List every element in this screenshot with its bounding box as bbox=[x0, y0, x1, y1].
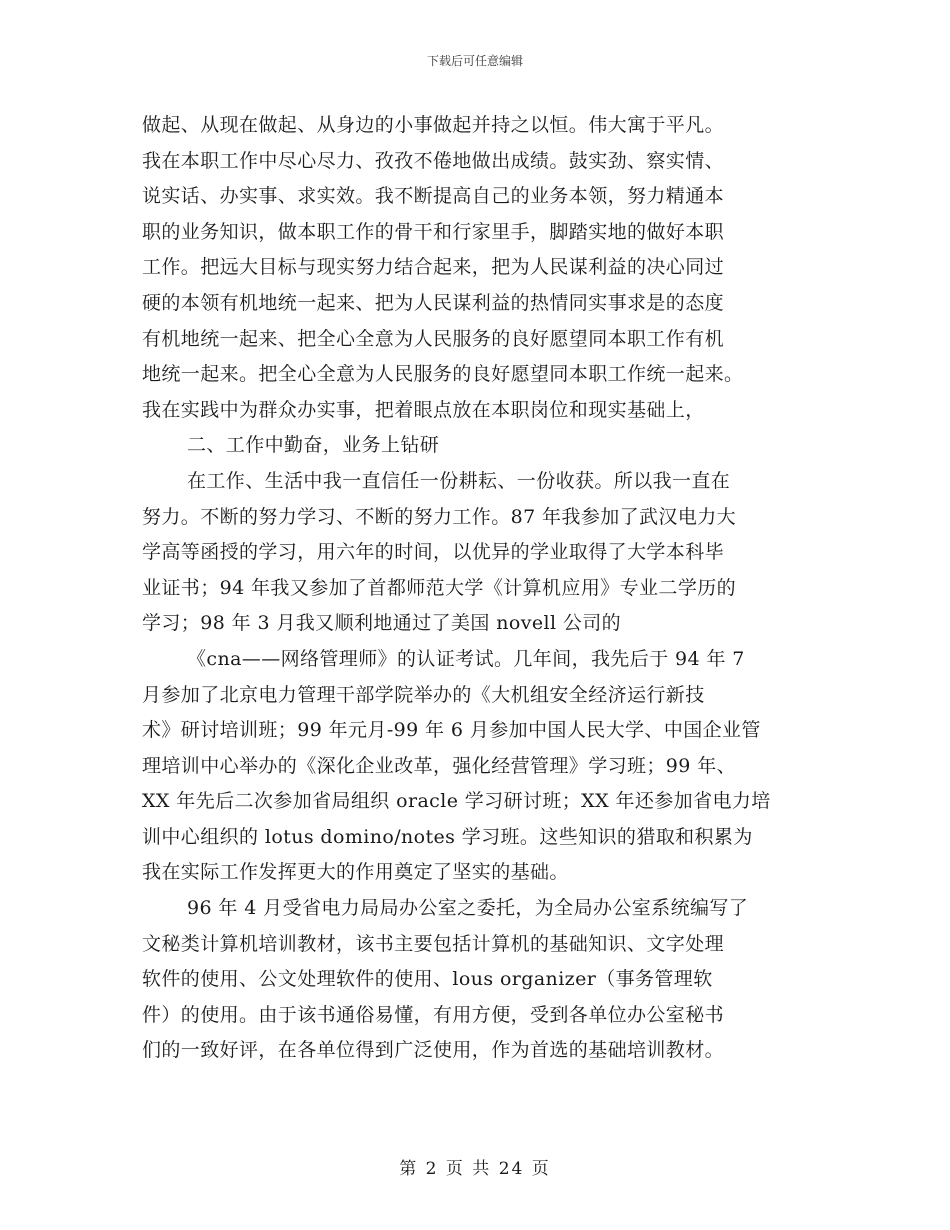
text-line: 在工作、生活中我一直信任一份耕耘、一份收获。所以我一直在 bbox=[187, 469, 731, 492]
text-line: 96 年 4 月受省电力局局办公室之委托，为全局办公室系统编写了 bbox=[187, 897, 749, 920]
text-line: 学高等函授的学习，用六年的时间，以优异的学业取得了大学本科毕 bbox=[142, 541, 725, 564]
text-line: 件）的使用。由于该书通俗易懂，有用方便，受到各单位办公室秘书 bbox=[142, 1003, 725, 1026]
text-line: 说实话、办实事、求实效。我不断提高自己的业务本领，努力精通本 bbox=[142, 185, 725, 208]
text-line: 地统一起来。把全心全意为人民服务的良好愿望同本职工作统一起来。 bbox=[142, 363, 744, 386]
text-line: 学习；98 年 3 月我又顺利地通过了美国 novell 公司的 bbox=[142, 612, 622, 635]
section-heading: 二、工作中勤奋，业务上钻研 bbox=[187, 434, 440, 457]
document-body bbox=[142, 108, 814, 1069]
text-line: 我在本职工作中尽心尽力、孜孜不倦地做出成绩。鼓实劲、察实情、 bbox=[142, 149, 725, 172]
text-line: 我在实际工作发挥更大的作用奠定了坚实的基础。 bbox=[142, 861, 569, 884]
text-line: 文秘类计算机培训教材，该书主要包括计算机的基础知识、文字处理 bbox=[142, 932, 725, 955]
text-line: 业证书；94 年我又参加了首都师范大学《计算机应用》专业二学历的 bbox=[142, 576, 737, 599]
text-line: 职的业务知识，做本职工作的骨干和行家里手，脚踏实地的做好本职 bbox=[142, 220, 725, 243]
text-line: 月参加了北京电力管理干部学院举办的《大机组安全经济运行新技 bbox=[142, 683, 705, 706]
text-line: 硬的本领有机地统一起来、把为人民谋利益的热情同实事求是的态度 bbox=[142, 291, 725, 314]
text-line: 理培训中心举办的《深化企业改革，强化经营管理》学习班；99 年、 bbox=[142, 754, 737, 777]
text-line: 有机地统一起来、把全心全意为人民服务的良好愿望同本职工作有机 bbox=[142, 327, 725, 350]
text-line: 术》研讨培训班；99 年元月-99 年 6 月参加中国人民大学、中国企业管 bbox=[142, 719, 761, 742]
text-line: 《cna——网络管理师》的认证考试。几年间，我先后于 94 年 7 bbox=[187, 647, 745, 670]
text-line: XX 年先后二次参加省局组织 oracle 学习研讨班；XX 年还参加省电力培 bbox=[142, 790, 771, 813]
text-line: 软件的使用、公文处理软件的使用、lous organizer（事务管理软 bbox=[142, 968, 713, 991]
text-line: 做起、从现在做起、从身边的小事做起并持之以恒。伟大寓于平凡。 bbox=[142, 114, 725, 136]
text-line: 工作。把远大目标与现实努力结合起来，把为人民谋利益的决心同过 bbox=[142, 256, 725, 279]
text-line: 努力。不断的努力学习、不断的努力工作。87 年我参加了武汉电力大 bbox=[142, 505, 737, 528]
page-header: 下载后可任意编辑 bbox=[426, 54, 523, 68]
text-line: 们的一致好评，在各单位得到广泛使用，作为首选的基础培训教材。 bbox=[142, 1039, 725, 1062]
text-line: 训中心组织的 lotus domino/notes 学习班。这些知识的猎取和积累为 bbox=[142, 825, 753, 848]
text-line: 我在实践中为群众办实事，把着眼点放在本职岗位和现实基础上， bbox=[142, 398, 705, 421]
page-number-footer: 第 2 页 共 24 页 bbox=[399, 1159, 551, 1179]
